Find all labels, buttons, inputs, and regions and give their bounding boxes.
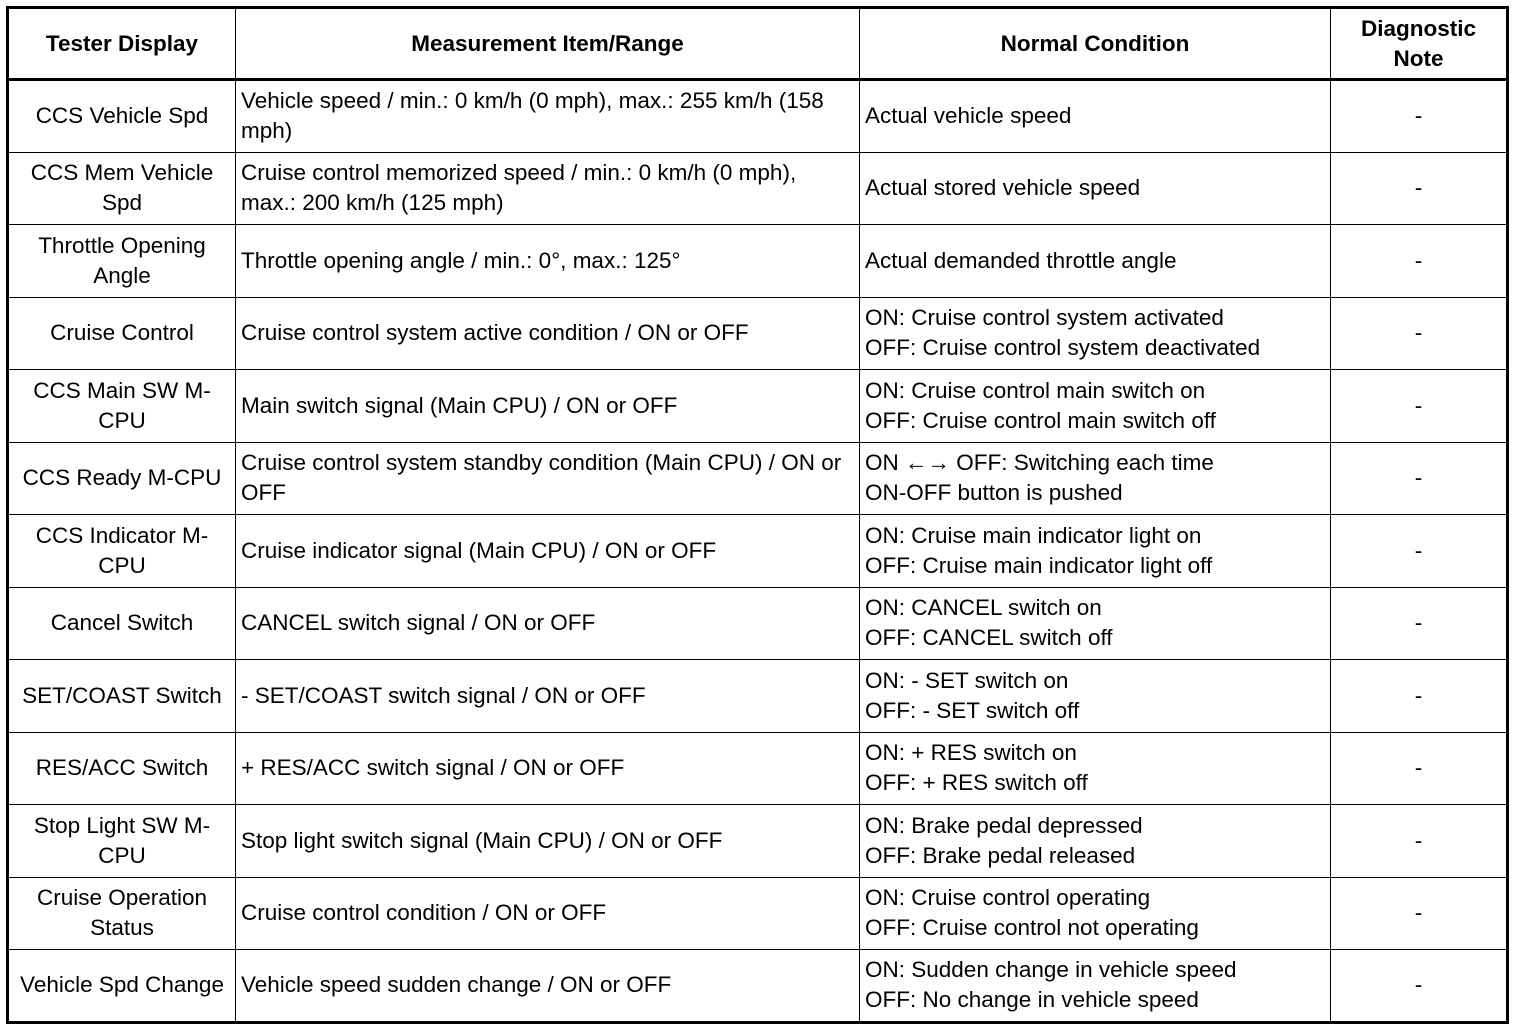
condition-line: ON ←→ OFF: Switching each time bbox=[865, 450, 1214, 476]
table-row bbox=[8, 877, 1508, 950]
diagnostic-note-cell: - bbox=[1331, 950, 1508, 1023]
table-row bbox=[8, 80, 1508, 153]
condition-line: OFF: Cruise main indicator light off bbox=[865, 552, 1213, 578]
table-row bbox=[8, 587, 1508, 660]
condition-line: ON: + RES switch on bbox=[865, 740, 1077, 766]
measurement-cell: Cruise control system active condition / ON or OFF bbox=[236, 297, 860, 370]
table-row bbox=[8, 950, 1508, 1023]
data-monitor-table bbox=[6, 6, 1509, 1024]
normal-condition-cell bbox=[860, 805, 1331, 878]
measurement-cell: Stop light switch signal (Main CPU) / ON or OFF bbox=[236, 805, 860, 878]
table-row bbox=[8, 805, 1508, 878]
measurement-cell: Cruise control condition / ON or OFF bbox=[236, 877, 860, 950]
condition-line: OFF: Cruise control main switch off bbox=[865, 407, 1216, 433]
tester-display-cell: Stop Light SW M-CPU bbox=[8, 805, 236, 878]
tester-display-cell: CCS Ready M-CPU bbox=[8, 442, 236, 515]
tester-display-cell: CCS Main SW M-CPU bbox=[8, 370, 236, 443]
header-diagnostic-note: Diagnostic Note bbox=[1331, 8, 1508, 80]
condition-line: ON: Cruise control operating bbox=[865, 885, 1151, 911]
table-row bbox=[8, 442, 1508, 515]
condition-line: Actual demanded throttle angle bbox=[865, 247, 1177, 273]
measurement-cell: Vehicle speed sudden change / ON or OFF bbox=[236, 950, 860, 1023]
tester-display-cell: CCS Indicator M-CPU bbox=[8, 515, 236, 588]
condition-line: OFF: Cruise control not operating bbox=[865, 915, 1199, 941]
tester-display-cell: Throttle Opening Angle bbox=[8, 225, 236, 298]
diagnostic-note-cell: - bbox=[1331, 370, 1508, 443]
diagnostic-note-cell: - bbox=[1331, 732, 1508, 805]
header-row bbox=[8, 8, 1508, 80]
condition-line: OFF: No change in vehicle speed bbox=[865, 987, 1199, 1013]
diagnostic-note-cell: - bbox=[1331, 805, 1508, 878]
condition-line: ON: Cruise main indicator light on bbox=[865, 522, 1202, 548]
normal-condition-cell bbox=[860, 732, 1331, 805]
diagnostic-note-cell: - bbox=[1331, 660, 1508, 733]
condition-line: Actual stored vehicle speed bbox=[865, 175, 1141, 201]
normal-condition-cell bbox=[860, 515, 1331, 588]
measurement-cell: - SET/COAST switch signal / ON or OFF bbox=[236, 660, 860, 733]
tester-display-cell: Cruise Control bbox=[8, 297, 236, 370]
table-row bbox=[8, 732, 1508, 805]
normal-condition-cell bbox=[860, 950, 1331, 1023]
tester-display-cell: Vehicle Spd Change bbox=[8, 950, 236, 1023]
condition-line: ON-OFF button is pushed bbox=[865, 480, 1123, 506]
measurement-cell: Cruise control system standby condition (Main CPU) / ON or OFF bbox=[236, 442, 860, 515]
tester-display-cell: SET/COAST Switch bbox=[8, 660, 236, 733]
condition-line: ON: Cruise control main switch on bbox=[865, 377, 1206, 403]
header-tester-display: Tester Display bbox=[8, 8, 236, 80]
diagnostic-note-cell: - bbox=[1331, 587, 1508, 660]
normal-condition-cell bbox=[860, 225, 1331, 298]
normal-condition-cell bbox=[860, 297, 1331, 370]
table-row bbox=[8, 297, 1508, 370]
measurement-cell: Throttle opening angle / min.: 0°, max.: 125° bbox=[236, 225, 860, 298]
table-row bbox=[8, 660, 1508, 733]
table-row bbox=[8, 225, 1508, 298]
condition-line: ON: - SET switch on bbox=[865, 667, 1069, 693]
normal-condition-cell bbox=[860, 442, 1331, 515]
tester-display-cell: CCS Mem Vehicle Spd bbox=[8, 152, 236, 225]
normal-condition-cell bbox=[860, 877, 1331, 950]
measurement-cell: Vehicle speed / min.: 0 km/h (0 mph), max.: 255 km/h (158 mph) bbox=[236, 80, 860, 153]
condition-line: ON: Cruise control system activated bbox=[865, 305, 1224, 331]
measurement-cell: + RES/ACC switch signal / ON or OFF bbox=[236, 732, 860, 805]
condition-line: OFF: Cruise control system deactivated bbox=[865, 335, 1261, 361]
condition-line: ON: Brake pedal depressed bbox=[865, 812, 1143, 838]
condition-line: ON: CANCEL switch on bbox=[865, 595, 1102, 621]
tester-display-cell: Cancel Switch bbox=[8, 587, 236, 660]
condition-line: ON: Sudden change in vehicle speed bbox=[865, 957, 1237, 983]
diagnostic-note-cell: - bbox=[1331, 877, 1508, 950]
normal-condition-cell bbox=[860, 370, 1331, 443]
diagnostic-note-cell: - bbox=[1331, 152, 1508, 225]
condition-line: OFF: - SET switch off bbox=[865, 697, 1080, 723]
normal-condition-cell bbox=[860, 80, 1331, 153]
tester-display-cell: Cruise Operation Status bbox=[8, 877, 236, 950]
diagnostic-note-cell: - bbox=[1331, 80, 1508, 153]
measurement-cell: Cruise indicator signal (Main CPU) / ON or OFF bbox=[236, 515, 860, 588]
diagnostic-note-cell: - bbox=[1331, 225, 1508, 298]
measurement-cell: Cruise control memorized speed / min.: 0 km/h (0 mph), max.: 200 km/h (125 mph) bbox=[236, 152, 860, 225]
table-row bbox=[8, 152, 1508, 225]
measurement-cell: Main switch signal (Main CPU) / ON or OFF bbox=[236, 370, 860, 443]
condition-line: OFF: Brake pedal released bbox=[865, 842, 1136, 868]
header-normal-condition: Normal Condition bbox=[860, 8, 1331, 80]
normal-condition-cell bbox=[860, 152, 1331, 225]
normal-condition-cell bbox=[860, 660, 1331, 733]
header-measurement: Measurement Item/Range bbox=[236, 8, 860, 80]
condition-line: Actual vehicle speed bbox=[865, 103, 1072, 129]
diagnostic-note-cell: - bbox=[1331, 515, 1508, 588]
diagnostic-note-cell: - bbox=[1331, 442, 1508, 515]
tester-display-cell: CCS Vehicle Spd bbox=[8, 80, 236, 153]
normal-condition-cell bbox=[860, 587, 1331, 660]
diagnostic-note-cell: - bbox=[1331, 297, 1508, 370]
tester-display-cell: RES/ACC Switch bbox=[8, 732, 236, 805]
table-row bbox=[8, 370, 1508, 443]
condition-line: OFF: + RES switch off bbox=[865, 770, 1088, 796]
measurement-cell: CANCEL switch signal / ON or OFF bbox=[236, 587, 860, 660]
table-row bbox=[8, 515, 1508, 588]
condition-line: OFF: CANCEL switch off bbox=[865, 625, 1113, 651]
